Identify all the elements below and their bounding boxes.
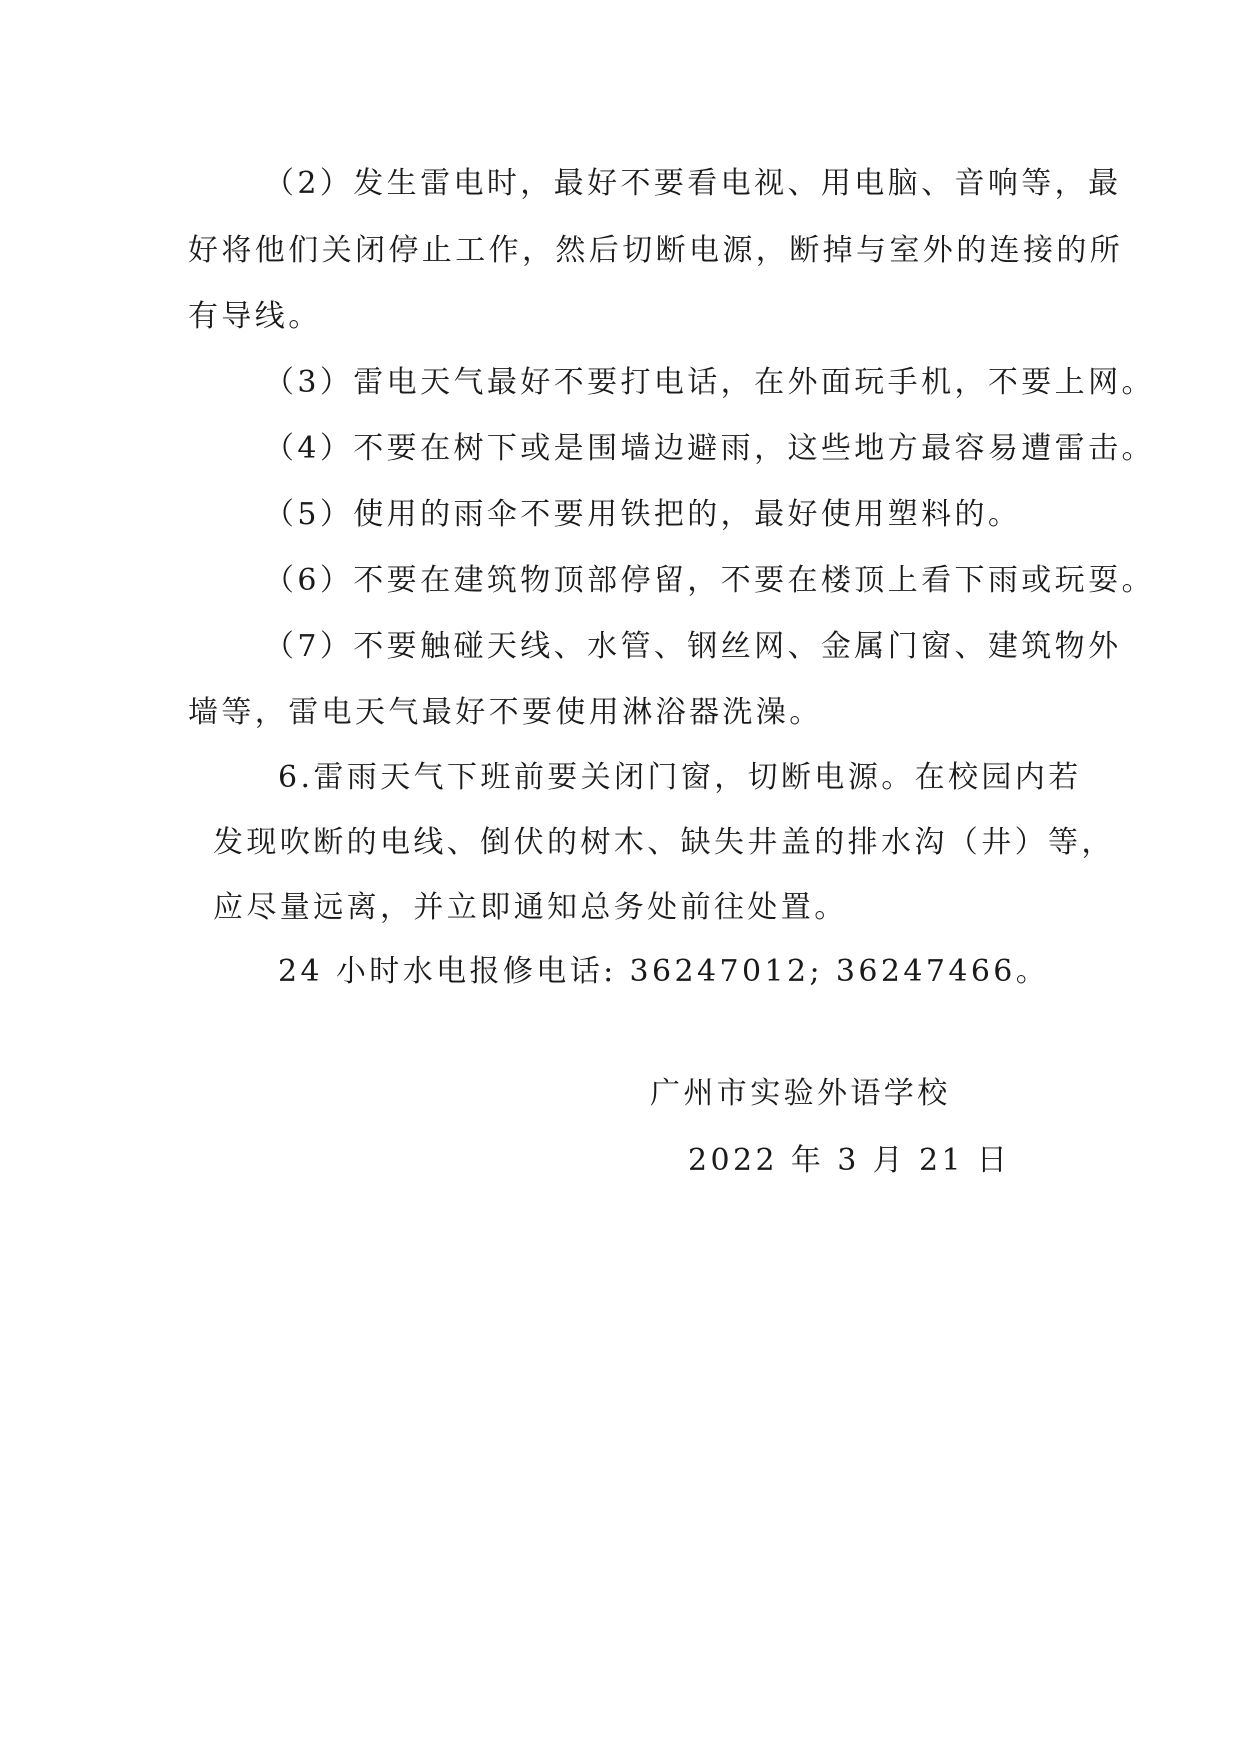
signature-date: 2022 年 3 月 21 日: [688, 1143, 1011, 1178]
para-3: （3）雷电天气最好不要打电话，在外面玩手机，不要上网。: [264, 365, 1155, 400]
item-6-line-1: 6.雷雨天气下班前要关闭门窗，切断电源。在校园内若: [278, 760, 1082, 795]
repair-hotline: 24 小时水电报修电话: 36247012; 36247466。: [278, 954, 1050, 989]
item-6-line-2: 发现吹断的电线、倒伏的树木、缺失井盖的排水沟（井）等，: [213, 825, 1115, 860]
para-2-line-3: 有导线。: [188, 299, 322, 334]
para-7-line-1: （7）不要触碰天线、水管、钢丝网、金属门窗、建筑物外: [264, 629, 1122, 664]
para-4: （4）不要在树下或是围墙边避雨，这些地方最容易遭雷击。: [264, 431, 1155, 466]
para-2-line-2: 好将他们关闭停止工作，然后切断电源，断掉与室外的连接的所: [188, 233, 1124, 268]
para-6: （6）不要在建筑物顶部停留，不要在楼顶上看下雨或玩耍。: [264, 563, 1155, 598]
item-6-line-3: 应尽量远离，并立即通知总务处前往处置。: [213, 890, 848, 925]
para-7-line-2: 墙等，雷电天气最好不要使用淋浴器洗澡。: [188, 695, 823, 730]
para-5: （5）使用的雨伞不要用铁把的，最好使用塑料的。: [264, 497, 1022, 532]
para-2-line-1: （2）发生雷电时，最好不要看电视、用电脑、音响等，最: [264, 166, 1122, 201]
signature-organization: 广州市实验外语学校: [650, 1076, 951, 1111]
